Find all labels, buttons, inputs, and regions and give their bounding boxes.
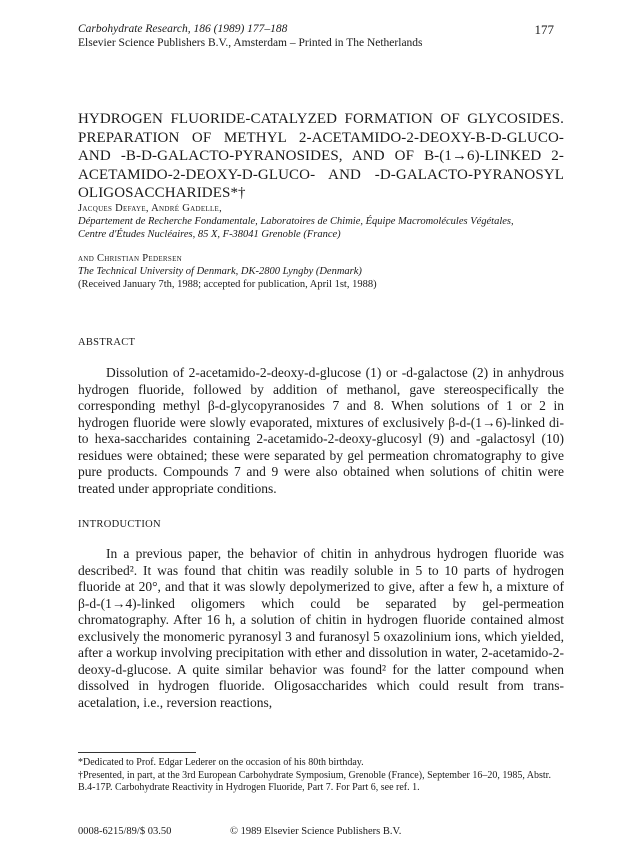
page-footer: [78, 826, 457, 837]
received-dates: (Received January 7th, 1988; accepted for publication, April 1st, 1988): [78, 279, 377, 290]
title-line: HYDROGEN FLUORIDE-CATALYZED FORMATION OF GLYCOSIDES.: [78, 111, 564, 127]
issn-code: 0008-6215/89/$ 03.50: [78, 826, 172, 837]
footnotes: [78, 757, 564, 795]
introduction-heading: INTRODUCTION: [78, 519, 161, 530]
journal-citation: Carbohydrate Research, 186 (1989) 177–188: [78, 23, 288, 35]
author-affiliation: Centre d'Études Nucléaires, 85 X, F-38041 Grenoble (France): [78, 229, 341, 240]
publisher-line: Elsevier Science Publishers B.V., Amsterdam – Printed in The Netherlands: [78, 37, 423, 49]
title-line: OLIGOSACCHARIDES*†: [78, 185, 246, 201]
introduction-text: In a previous paper, the behavior of chitin in anhydrous hydrogen fluoride was described². It was found that chitin was readily soluble in 5 to 10 parts of hydrogen fluoride at 20°, and that it was slowly depolymerized to give, after a few h, a mixture of β-d-(1→4)-linked oligomers which could be separated by gel-permeation chromatography. After 16 h, a solution of chitin in hydrogen fluoride contained almost exclusively the monomeric pyranosyl 3 and furanosyl 5 oxazolinium ions, which yielded, after a workup involving precipitation with ether and dissolution in water, 2-acetamido-2-deoxy-d-glucose. A quite similar behavior was found² for the latter compound when dissolved in hydrogen fluoride. Oligosaccharides which could result from trans-acetalation, i.e., reversion reactions,: [78, 546, 564, 710]
author-block: [78, 202, 564, 291]
copyright-notice: © 1989 Elsevier Science Publishers B.V.: [229, 826, 402, 837]
title-line: PREPARATION OF METHYL 2-ACETAMIDO-2-DEOXY-Β-D-GLUCO-: [78, 129, 564, 146]
footnote-divider: [78, 752, 196, 753]
abstract-heading: ABSTRACT: [78, 337, 136, 348]
title-line: ACETAMIDO-2-DEOXY-D-GLUCO- AND -D-GALACTO-PYRANOSYL: [78, 166, 564, 183]
title-line: AND -Β-D-GALACTO-PYRANOSIDES, AND OF Β-(1→6)-LINKED 2-: [78, 148, 564, 164]
footnote: *Dedicated to Prof. Edgar Lederer on the occasion of his 80th birthday.: [78, 757, 364, 768]
running-header: [78, 22, 423, 50]
author-affiliation: The Technical University of Denmark, DK-2800 Lyngby (Denmark): [78, 266, 362, 277]
article-title: [78, 110, 564, 203]
footnote: †Presented, in part, at the 3rd European Carbohydrate Symposium, Grenoble (France), September 16–20, 1985, Abstr. B.4-17P. Carbohydrate Reactivity in Hydrogen Fluoride, Part 7. For Part 6, see ref. 1.: [78, 769, 551, 793]
author-names: Jacques Defaye, André Gadelle,: [78, 203, 223, 214]
author-names: and Christian Pedersen: [78, 253, 183, 264]
abstract-text: Dissolution of 2-acetamido-2-deoxy-d-glucose (1) or -d-galactose (2) in anhydrous hydrogen fluoride, followed by addition of methanol, gave stereospecifically the corresponding methyl β-d-glycopyranosides 7 and 8. When solutions of 1 or 2 in hydrogen fluoride were slowly evaporated, mixtures of exclusively β-d-(1→6)-linked di- to hexa-saccharides containing 2-acetamido-2-deoxy-glucosyl (9) and -galactosyl (10) residues were obtained; these were separated by gel permeation chromatography to give pure products. Compounds 7 and 9 were also obtained when solutions of chitin were treated under appropriate conditions.: [78, 365, 564, 496]
author-affiliation: Département de Recherche Fondamentale, Laboratoires de Chimie, Équipe Macromolécules Végétales,: [78, 216, 514, 227]
page-number: 177: [534, 22, 554, 37]
